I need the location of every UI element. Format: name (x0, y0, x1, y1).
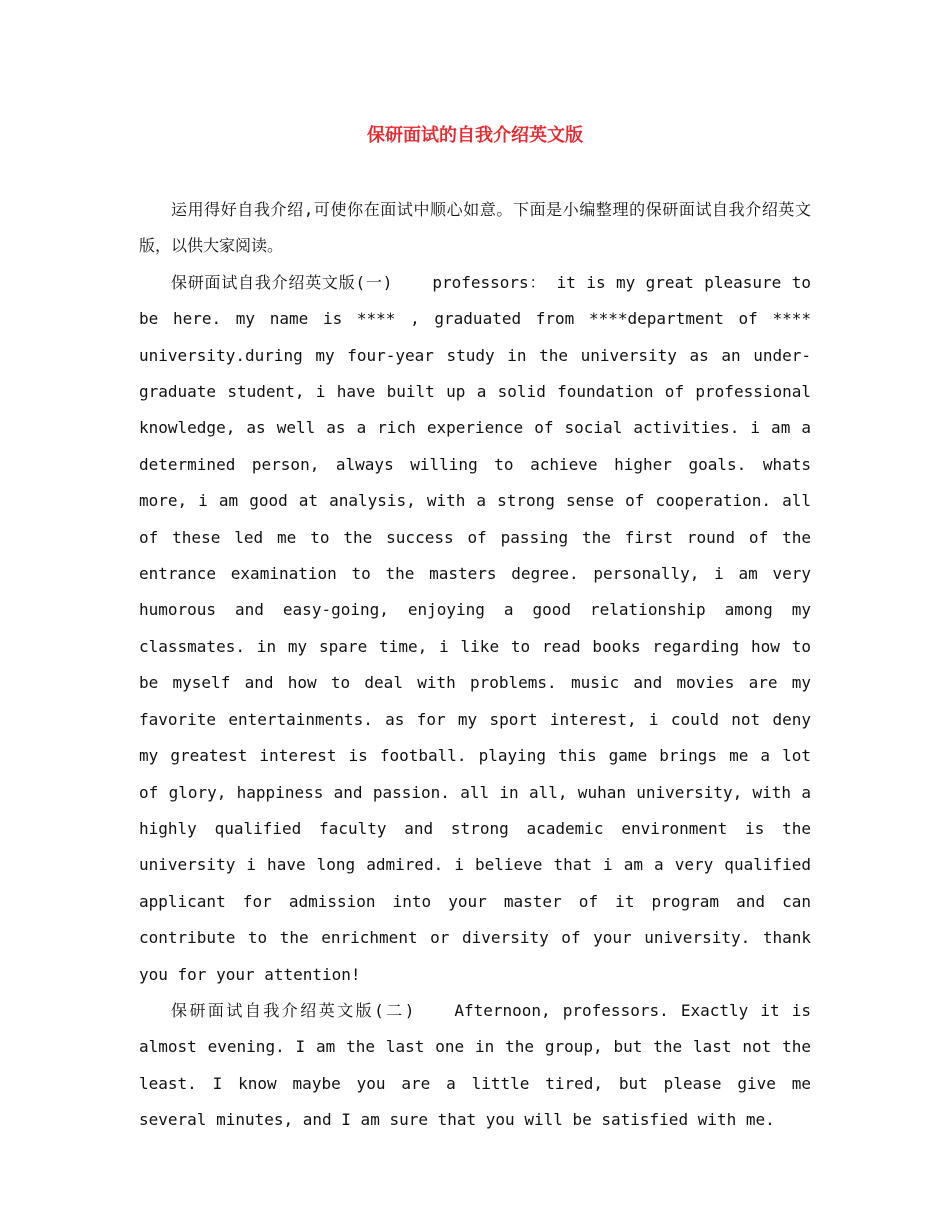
document-title: 保研面试的自我介绍英文版 (367, 125, 583, 146)
section-2-heading: 保研面试自我介绍英文版(二) (171, 1000, 415, 1020)
section-2-paragraph (139, 993, 811, 1139)
intro-paragraph: 运用得好自我介绍,可使你在面试中顺心如意。下面是小编整理的保研面试自我介绍英文版，以供大家阅读。 (139, 200, 811, 256)
section-2-text: Afternoon, professors. Exactly it is almost evening. I am the last one in the group, but the last not the least. I know maybe you are a little tired, but please give me several minutes, and I am sure that you will be satisfied with me. (139, 1000, 811, 1130)
document-body (139, 192, 811, 1139)
section-1-paragraph (139, 265, 811, 993)
section-1-text: professors： it is my great pleasure to be here. my name is **** , graduated from ****department of **** university.during my four-year study in the university as an under-graduate student, i have built up a solid foundation of professional knowledge, as well as a rich experience of social activities. i am a determined person, always willing to achieve higher goals. whats more, i am good at analysis, with a strong sense of cooperation. all of these led me to the success of passing the first round of the entrance examination to the masters degree. personally, i am very humorous and easy-going, enjoying a good relationship among my classmates. in my spare time, i like to read books regarding how to be myself and how to deal with problems. music and movies are my favorite entertainments. as for my sport interest, i could not deny my greatest interest is football. playing this game brings me a lot of glory, happiness and passion. all in all, wuhan university, with a highly qualified faculty and strong academic environment is the university i have long admired. i believe that i am a very qualified applicant for admission into your master of it program and can contribute to the enrichment or diversity of your university. thank you for your attention! (139, 272, 811, 984)
section-1-heading: 保研面试自我介绍英文版(一) (171, 272, 393, 292)
